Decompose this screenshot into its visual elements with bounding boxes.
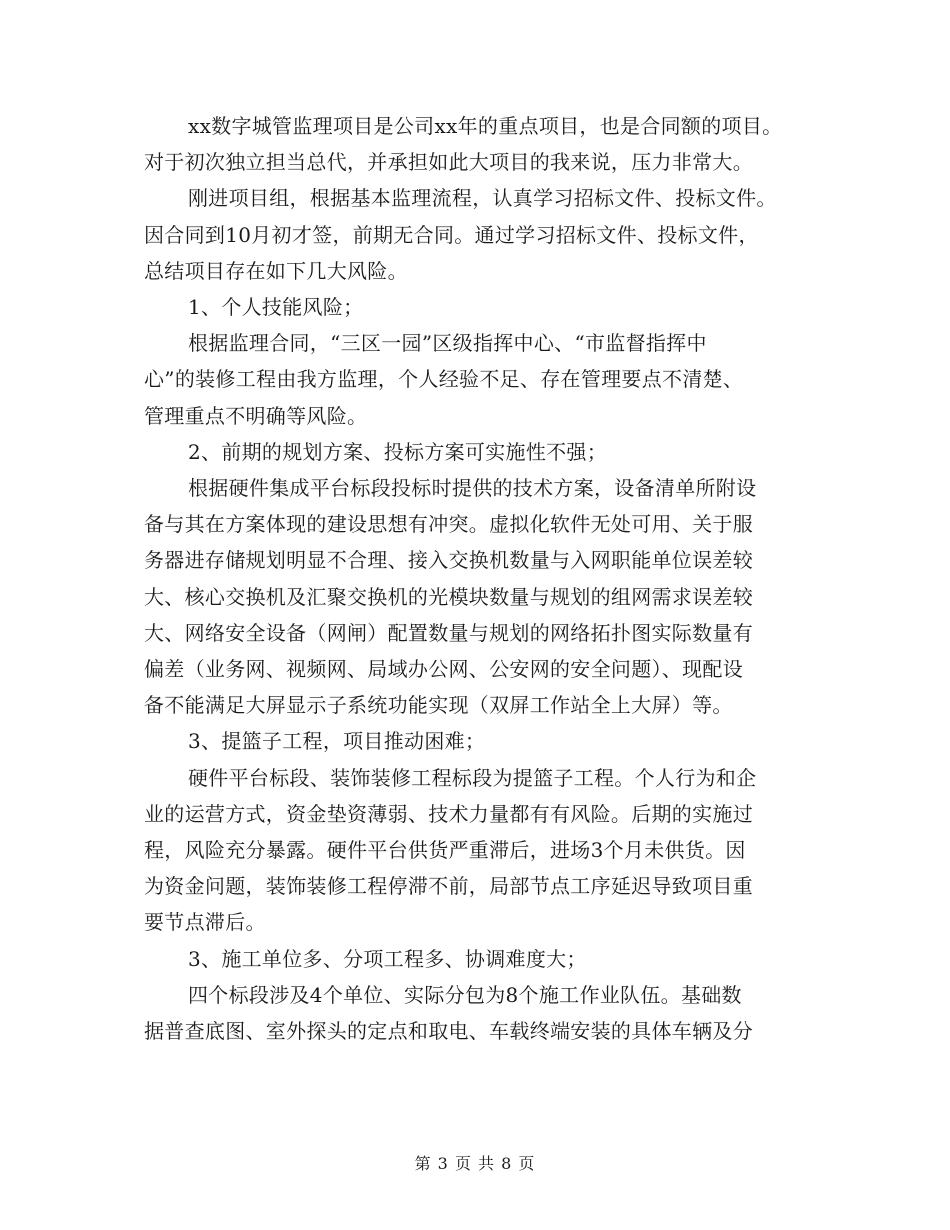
text-line: 2、前期的规划方案、投标方案可实施性不强；	[188, 439, 608, 464]
text-line: 要节点滞后。	[144, 910, 266, 935]
text-line: 四个标段涉及4个单位、实际分包为8个施工作业队伍。基础数	[188, 982, 742, 1007]
text-line: 根据监理合同，“三区一园”区级指挥中心、“市监督指挥中	[188, 331, 707, 356]
text-line: 心”的装修工程由我方监理，个人经验不足、存在管理要点不清楚、	[144, 367, 744, 392]
text-line: 大、网络安全设备（网闸）配置数量与规划的网络拓扑图实际数量有	[144, 620, 753, 645]
text-line: 对于初次独立担当总代，并承担如此大项目的我来说，压力非常大。	[144, 150, 753, 175]
page-number-footer: 第 3 页 共 8 页	[414, 1154, 536, 1173]
text-line: 管理重点不明确等风险。	[144, 403, 368, 428]
text-line: 3、提篮子工程，项目推动困难；	[188, 729, 486, 754]
text-line: 据普查底图、室外探头的定点和取电、车载终端安装的具体车辆及分	[144, 1019, 753, 1044]
text-line: xx数字城管监理项目是公司xx年的重点项目，也是合同额的项目。	[188, 114, 783, 138]
text-line: 刚进项目组，根据基本监理流程，认真学习招标文件、投标文件。	[188, 186, 777, 211]
text-line: 偏差（业务网、视频网、局域办公网、公安网的安全问题）、现配设	[144, 657, 743, 682]
text-line: 因合同到10月初才签，前期无合同。通过学习招标文件、投标文件，	[144, 222, 759, 247]
text-line: 备不能满足大屏显示子系统功能实现（双屏工作站全上大屏）等。	[144, 693, 733, 718]
text-line: 务器进存储规划明显不合理、接入交换机数量与入网职能单位误差较	[144, 548, 753, 573]
text-line: 总结项目存在如下几大风险。	[144, 258, 408, 283]
text-line: 大、核心交换机及汇聚交换机的光模块数量与规划的组网需求误差较	[144, 584, 753, 609]
text-line: 1、个人技能风险；	[188, 295, 364, 320]
text-line: 硬件平台标段、装饰装修工程标段为提篮子工程。个人行为和企	[188, 765, 757, 790]
text-line: 业的运营方式，资金垫资薄弱、技术力量都有有风险。后期的实施过	[144, 801, 753, 826]
text-line: 为资金问题，装饰装修工程停滞不前，局部节点工序延迟导致项目重	[144, 874, 753, 899]
text-line: 根据硬件集成平台标段投标时提供的技术方案，设备清单所附设	[188, 476, 757, 501]
text-line: 程，风险充分暴露。硬件平台供货严重滞后，进场3个月未供货。因	[144, 838, 746, 863]
text-line: 3、施工单位多、分项工程多、协调难度大；	[188, 946, 587, 971]
document-body	[144, 108, 824, 1049]
text-line: 备与其在方案体现的建设思想有冲突。虚拟化软件无处可用、关于服	[144, 512, 753, 537]
